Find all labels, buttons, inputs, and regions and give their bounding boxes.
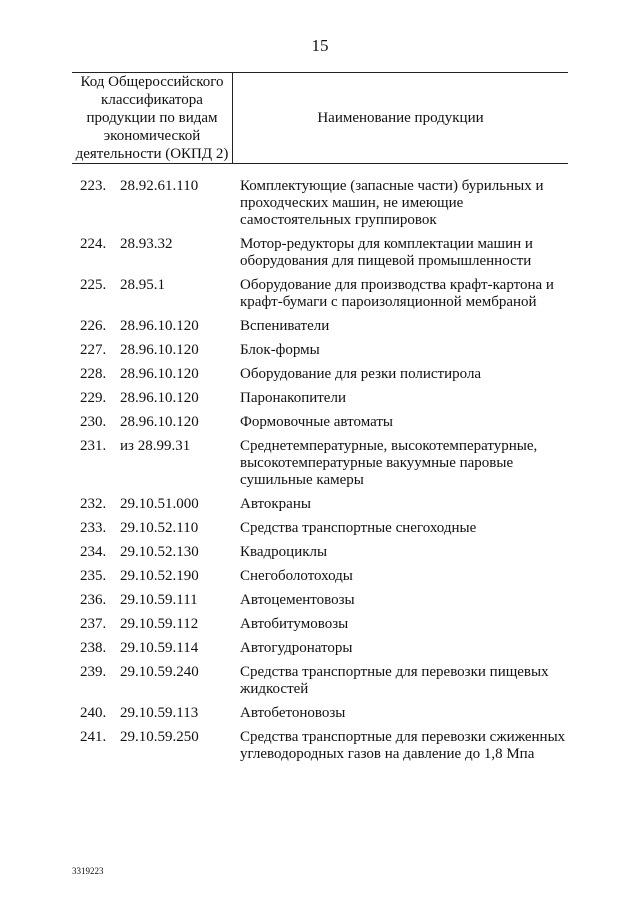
product-name: Квадроциклы (240, 544, 328, 560)
product-name: Автоцементовозы (240, 592, 355, 608)
product-name: Снегоболотоходы (240, 568, 353, 584)
table-row (0, 342, 640, 366)
row-number: 224. (80, 236, 107, 252)
table-row (0, 616, 640, 640)
okpd-code: 28.92.61.110 (120, 178, 199, 194)
row-number: 238. (80, 640, 107, 656)
okpd-code: 28.96.10.120 (120, 390, 199, 406)
product-name: Средства транспортные для перевозки пищевых жидкостей (240, 664, 549, 697)
okpd-code: 29.10.52.110 (120, 520, 199, 536)
product-name: Мотор-редукторы для комплектации машин и оборудования для пищевой промышленности (240, 236, 533, 269)
product-name: Среднетемпературные, высокотемпературные, высокотемпературные вакуумные паровые сушильные камеры (240, 438, 538, 488)
row-number: 231. (80, 438, 107, 454)
product-name: Вспениватели (240, 318, 330, 334)
product-name: Автобитумовозы (240, 616, 349, 632)
table-row (0, 178, 640, 236)
row-number: 235. (80, 568, 107, 584)
table-row (0, 544, 640, 568)
table-row (0, 438, 640, 496)
row-number: 229. (80, 390, 107, 406)
product-name: Автобетоновозы (240, 705, 346, 721)
product-name: Блок-формы (240, 342, 320, 358)
table-row (0, 729, 640, 770)
okpd-code: 29.10.59.113 (120, 705, 199, 721)
okpd-code: 28.96.10.120 (120, 366, 199, 382)
table-row (0, 366, 640, 390)
okpd-code: 29.10.59.114 (120, 640, 199, 656)
row-number: 232. (80, 496, 107, 512)
product-name: Паронакопители (240, 390, 346, 406)
table-row (0, 664, 640, 705)
product-name: Оборудование для резки полистирола (240, 366, 482, 382)
page-number: 15 (311, 36, 329, 55)
product-name: Автогудронаторы (240, 640, 353, 656)
okpd-code: 28.95.1 (120, 277, 165, 293)
table-row (0, 390, 640, 414)
row-number: 227. (80, 342, 107, 358)
table-row (0, 414, 640, 438)
row-number: 240. (80, 705, 107, 721)
product-name: Автокраны (240, 496, 311, 512)
okpd-code-column-header: Код Общероссийского классификатора продукции по видам экономической деятельности (ОКПД 2) (72, 73, 233, 163)
table-row (0, 520, 640, 544)
row-number: 226. (80, 318, 107, 334)
row-number: 223. (80, 178, 107, 194)
row-number: 234. (80, 544, 107, 560)
table-row (0, 592, 640, 616)
okpd-code: 28.96.10.120 (120, 318, 199, 334)
okpd-code: 28.96.10.120 (120, 342, 199, 358)
product-name: Средства транспортные для перевозки сжиженных углеводородных газов на давление до 1,8 Мпа (240, 729, 566, 762)
product-name-column-header: Наименование продукции (317, 109, 484, 126)
row-number: 225. (80, 277, 107, 293)
row-number: 233. (80, 520, 107, 536)
document-code: 3319223 (72, 866, 104, 876)
okpd-code: 29.10.59.250 (120, 729, 199, 745)
table-row (0, 496, 640, 520)
table-row (0, 640, 640, 664)
product-name: Формовочные автоматы (240, 414, 393, 430)
table-header (72, 72, 568, 164)
okpd-code: из 28.99.31 (120, 438, 191, 454)
product-name: Средства транспортные снегоходные (240, 520, 477, 536)
table-row (0, 277, 640, 318)
okpd-code: 29.10.59.112 (120, 616, 199, 632)
okpd-code: 29.10.52.130 (120, 544, 199, 560)
okpd-code: 29.10.51.000 (120, 496, 199, 512)
row-number: 239. (80, 664, 107, 680)
table-row (0, 236, 640, 277)
row-number: 237. (80, 616, 107, 632)
okpd-code: 28.96.10.120 (120, 414, 199, 430)
table-row (0, 568, 640, 592)
row-number: 228. (80, 366, 107, 382)
okpd-code: 29.10.52.190 (120, 568, 199, 584)
okpd-code: 28.93.32 (120, 236, 173, 252)
product-name: Оборудование для производства крафт-картона и крафт-бумаги с пароизоляционной мембраной (240, 277, 554, 310)
product-list (0, 178, 640, 770)
row-number: 236. (80, 592, 107, 608)
row-number: 230. (80, 414, 107, 430)
row-number: 241. (80, 729, 107, 745)
table-row (0, 318, 640, 342)
okpd-code: 29.10.59.111 (120, 592, 198, 608)
okpd-code: 29.10.59.240 (120, 664, 199, 680)
product-name: Комплектующие (запасные части) бурильных и проходческих машин, не имеющие самостоятельных группировок (240, 178, 544, 228)
table-row (0, 705, 640, 729)
